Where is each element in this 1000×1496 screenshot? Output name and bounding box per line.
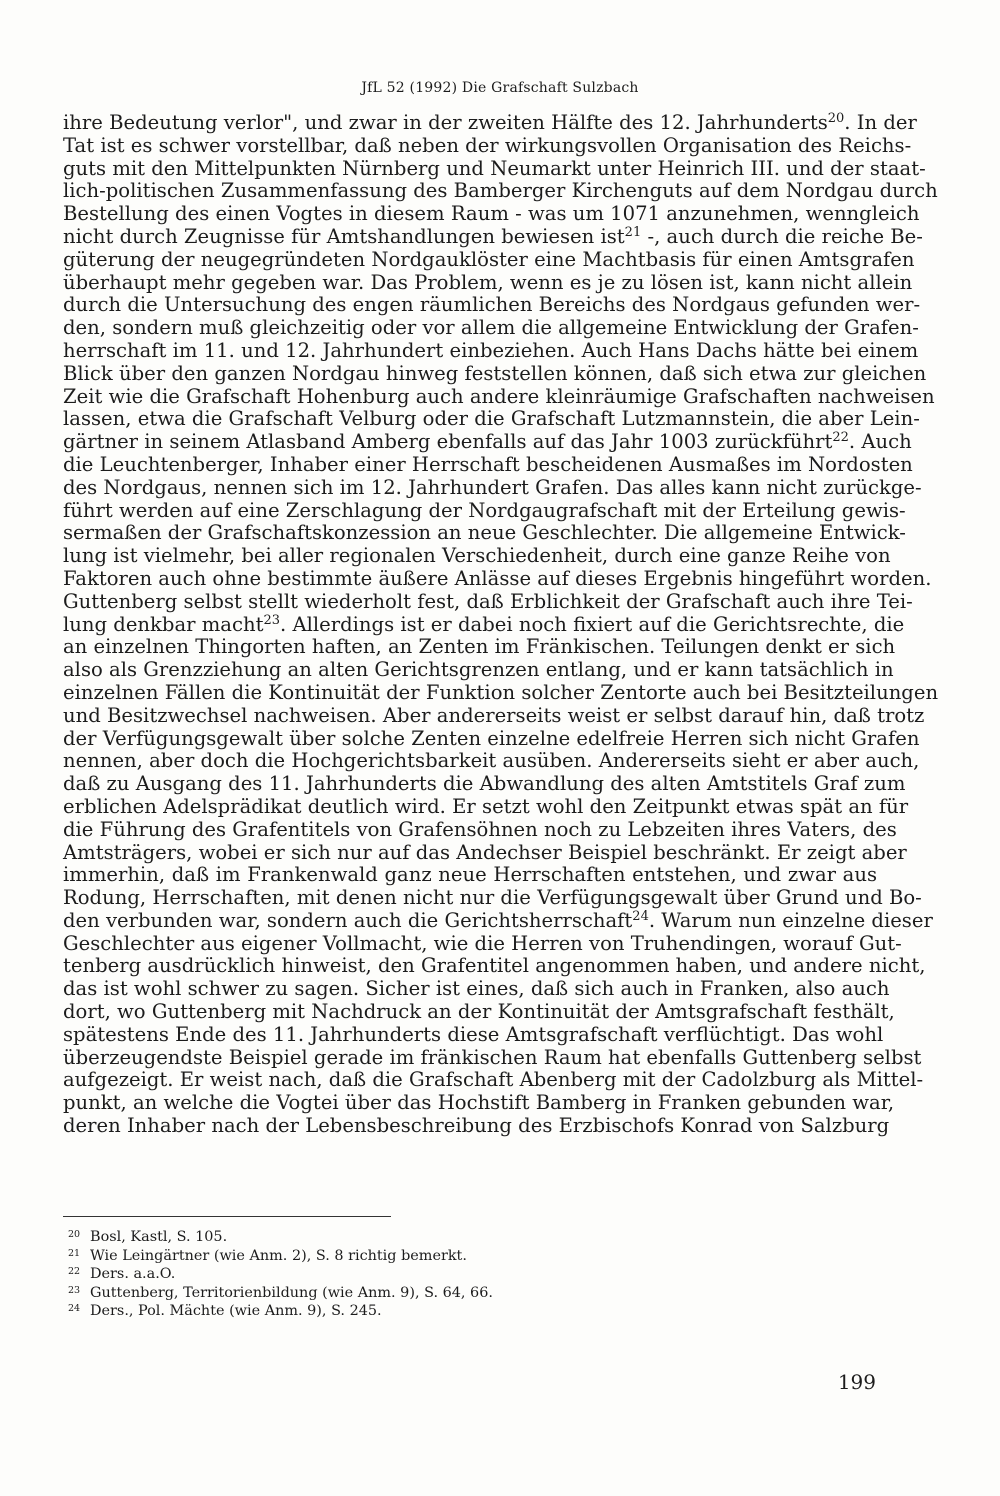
text-line <box>63 338 919 363</box>
text-segment: sermaßen der Grafschaftskonzession an neue Geschlechter. Die allgemeine Entwick- <box>63 521 906 545</box>
footnote-number: 24 <box>68 1303 81 1315</box>
footnote-reference: 22 <box>832 430 849 446</box>
text-segment: den verbunden war, sondern auch die Gerichtsherrschaft <box>63 908 633 932</box>
text-line <box>63 566 932 591</box>
footnote-item <box>68 1247 768 1266</box>
text-segment: durch die Untersuchung des engen räumlichen Bereichs des Nordgaus gefunden wer- <box>63 293 921 317</box>
text-segment: aufgezeigt. Er weist nach, daß die Grafschaft Abenberg mit der Cadolzburg als Mittel- <box>63 1068 924 1092</box>
footnote-item <box>68 1228 768 1247</box>
text-line <box>63 840 907 865</box>
footnote-reference: 21 <box>624 224 642 240</box>
text-line <box>63 293 921 317</box>
footnote-text: Bosl, Kastl, S. 105. <box>90 1229 228 1245</box>
text-segment: lich-politischen Zusammenfassung des Bamberger Kirchenguts auf dem Nordgau durch <box>63 179 938 203</box>
footnote-text: Ders. a.a.O. <box>90 1266 176 1283</box>
text-line <box>63 864 877 887</box>
footnote-item <box>68 1302 768 1321</box>
text-line <box>63 703 925 728</box>
text-segment: das ist wohl schwer zu sagen. Sicher ist eines, daß sich auch in Franken, also auch <box>63 977 890 1001</box>
text-segment: lung ist vielmehr, bei aller regionalen Verschiedenheit, durch eine ganze Reihe von <box>63 544 891 568</box>
text-segment: Rodung, Herrschaften, mit denen nicht nur die Verfügungsgewalt über Grund und Bo- <box>63 886 922 910</box>
text-segment: tenberg ausdrücklich hinweist, den Grafentitel angenommen haben, und andere nicht, <box>63 954 926 978</box>
text-line <box>63 977 890 1001</box>
text-segment: daß zu Ausgang des 11. Jahrhunderts die Abwandlung des alten Amtstitels Graf zum <box>63 772 906 796</box>
text-line <box>63 202 920 226</box>
text-segment: überzeugendste Beispiel gerade im fränkischen Raum hat ebenfalls Guttenberg selbst <box>63 1045 922 1069</box>
text-segment: des Nordgaus, nennen sich im 12. Jahrhundert Grafen. Das alles kann nicht zurückge- <box>63 475 922 499</box>
text-segment: . In der <box>844 111 917 134</box>
footnote-text: Ders., Pol. Mächte (wie Anm. 9), S. 245. <box>90 1303 382 1320</box>
footnote-number: 20 <box>68 1229 81 1240</box>
text-segment: und Besitzwechsel nachweisen. Aber andererseits weist er selbst darauf hin, daß trotz <box>63 703 925 727</box>
text-line <box>63 247 915 272</box>
text-segment: Tat ist es schwer vorstellbar, daß neben der wirkungsvollen Organisation des Reichs- <box>63 133 912 157</box>
text-line <box>63 224 923 249</box>
text-line <box>63 544 891 568</box>
text-line <box>63 908 933 933</box>
text-segment: gärtner in seinem Atlasband Amberg ebenfalls auf das Jahr 1003 zurückführt <box>63 430 833 454</box>
text-segment: herrschaft im 11. und 12. Jahrhundert einbeziehen. Auch Hans Dachs hätte bei einem <box>63 338 919 362</box>
footnote-text: Guttenberg, Territorienbildung (wie Anm. 9), S. 64, 66. <box>90 1284 493 1301</box>
text-segment: einzelnen Fällen die Kontinuität der Funktion solcher Zentorte auch bei Besitzteilungen <box>63 680 939 704</box>
text-segment: überhaupt mehr gegeben war. Das Problem, wenn es je zu lösen ist, kann nicht allein <box>63 270 913 294</box>
footnote-text: Wie Leingärtner (wie Anm. 2), S. 8 richtig bemerkt. <box>90 1247 467 1264</box>
page-number: 199 <box>837 1370 876 1394</box>
text-segment: Geschlechter aus eigener Vollmacht, wie die Herren von Truhendingen, worauf Gut- <box>63 931 902 955</box>
text-segment: Zeit wie die Grafschaft Hohenburg auch andere kleinräumige Grafschaften nachweisen <box>63 384 935 408</box>
text-segment: -, auch durch die reiche Be- <box>641 224 923 248</box>
text-line <box>63 475 922 500</box>
text-segment: Bestellung des einen Vogtes in diesem Raum - was um 1071 anzunehmen, wenngleich <box>63 202 920 226</box>
text-line <box>63 384 935 409</box>
text-segment: den, sondern muß gleichzeitig oder vor allem die allgemeine Entwicklung der Grafen- <box>63 316 919 340</box>
text-line <box>63 1022 884 1047</box>
text-line <box>63 680 939 705</box>
footnote-number: 23 <box>68 1284 81 1296</box>
text-line <box>63 726 920 751</box>
text-segment: führt werden auf eine Zerschlagung der Nordgaugrafschaft mit der Erteilung gewis- <box>63 498 906 522</box>
text-segment: Faktoren auch ohne bestimmte äußere Anlässe auf dieses Ergebnis hingeführt worden. <box>63 566 932 590</box>
text-segment: erblichen Adelsprädikat deutlich wird. Er setzt wohl den Zeitpunkt etwas spät an für <box>63 794 909 818</box>
footnote-number: 22 <box>68 1266 81 1278</box>
text-segment: güterung der neugegründeten Nordgauklöster eine Machtbasis für einen Amtsgrafen <box>63 247 915 271</box>
footnote-reference: 20 <box>827 111 845 126</box>
text-segment: lassen, etwa die Grafschaft Velburg oder die Grafschaft Lutzmannstein, die aber Lein- <box>63 407 920 431</box>
text-line <box>63 658 894 682</box>
text-line <box>63 772 906 796</box>
text-line <box>63 635 896 659</box>
text-segment: . Auch <box>848 430 912 454</box>
text-line <box>63 749 920 773</box>
text-line <box>63 156 926 181</box>
text-line <box>63 498 906 523</box>
footnotes <box>68 1228 768 1321</box>
text-segment: der Verfügungsgewalt über solche Zenten einzelne edelfreie Herren sich nicht Grafen <box>63 726 920 750</box>
text-line <box>63 407 920 431</box>
text-line <box>63 1068 924 1092</box>
text-line <box>63 954 926 978</box>
text-line <box>63 612 905 637</box>
text-segment: dort, wo Guttenberg mit Nachdruck an der Kontinuität der Amtsgrafschaft festhält, <box>63 1000 895 1024</box>
body-paragraph <box>63 111 939 1138</box>
text-line <box>63 521 906 545</box>
text-line <box>63 589 913 614</box>
text-line <box>63 361 927 386</box>
text-segment: . Warum nun einzelne dieser <box>648 908 933 932</box>
text-segment: punkt, an welche die Vogtei über das Hochstift Bamberg in Franken gebunden war, <box>63 1091 895 1115</box>
text-line <box>63 270 913 295</box>
text-line <box>63 316 919 340</box>
footnote-item <box>68 1265 768 1284</box>
text-segment: Guttenberg selbst stellt wiederholt fest, daß Erblichkeit der Grafschaft auch ihre Tei- <box>63 589 913 613</box>
footnote-item <box>68 1284 768 1303</box>
text-segment: deren Inhaber nach der Lebensbeschreibung des Erzbischofs Konrad von Salzburg <box>63 1114 890 1138</box>
text-segment: lung denkbar macht <box>63 612 264 636</box>
text-line <box>63 886 922 910</box>
text-segment: Amtsträgers, wobei er sich nur auf das Andechser Beispiel beschränkt. Er zeigt aber <box>63 840 907 864</box>
running-head: JfL 52 (1992) Die Grafschaft Sulzbach <box>361 80 639 96</box>
text-line <box>63 931 902 956</box>
text-line <box>63 179 938 203</box>
text-line <box>63 1045 922 1070</box>
text-segment: die Führung des Grafentitels von Grafensöhnen noch zu Lebzeiten ihres Vaters, des <box>63 817 897 841</box>
text-line <box>63 133 912 158</box>
footnote-reference: 24 <box>632 908 649 924</box>
text-line <box>63 1114 890 1138</box>
text-segment: nicht durch Zeugnisse für Amtshandlungen bewiesen ist <box>63 224 625 248</box>
text-line <box>63 794 909 819</box>
text-segment: guts mit den Mittelpunkten Nürnberg und Neumarkt unter Heinrich III. und der staat- <box>63 156 926 180</box>
text-segment: an einzelnen Thingorten haften, an Zenten im Fränkischen. Teilungen denkt er sich <box>63 635 896 659</box>
text-line <box>63 817 897 842</box>
text-line <box>63 1091 895 1115</box>
text-segment: ihre Bedeutung verlor", und zwar in der zweiten Hälfte des 12. Jahrhunderts <box>63 111 828 134</box>
footnote-separator <box>63 1216 391 1217</box>
text-line <box>63 111 917 135</box>
footnote-number: 21 <box>68 1247 81 1259</box>
text-line <box>63 452 913 477</box>
text-segment: . Allerdings ist er dabei noch fixiert auf die Gerichtsrechte, die <box>280 612 905 636</box>
text-segment: immerhin, daß im Frankenwald ganz neue Herrschaften entstehen, und zwar aus <box>63 863 877 887</box>
text-segment: nennen, aber doch die Hochgerichtsbarkeit ausüben. Andererseits sieht er aber auch, <box>63 749 920 773</box>
text-segment: die Leuchtenberger, Inhaber einer Herrschaft bescheidenen Ausmaßes im Nordosten <box>63 452 913 476</box>
text-segment: also als Grenzziehung an alten Gerichtsgrenzen entlang, und er kann tatsächlich in <box>63 658 894 682</box>
footnote-reference: 23 <box>263 612 281 628</box>
text-segment: spätestens Ende des 11. Jahrhunderts diese Amtsgrafschaft verflüchtigt. Das wohl <box>63 1022 884 1046</box>
text-line <box>63 430 912 454</box>
text-line <box>63 1000 895 1024</box>
text-segment: Blick über den ganzen Nordgau hinweg feststellen können, daß sich etwa zur gleichen <box>63 361 927 385</box>
